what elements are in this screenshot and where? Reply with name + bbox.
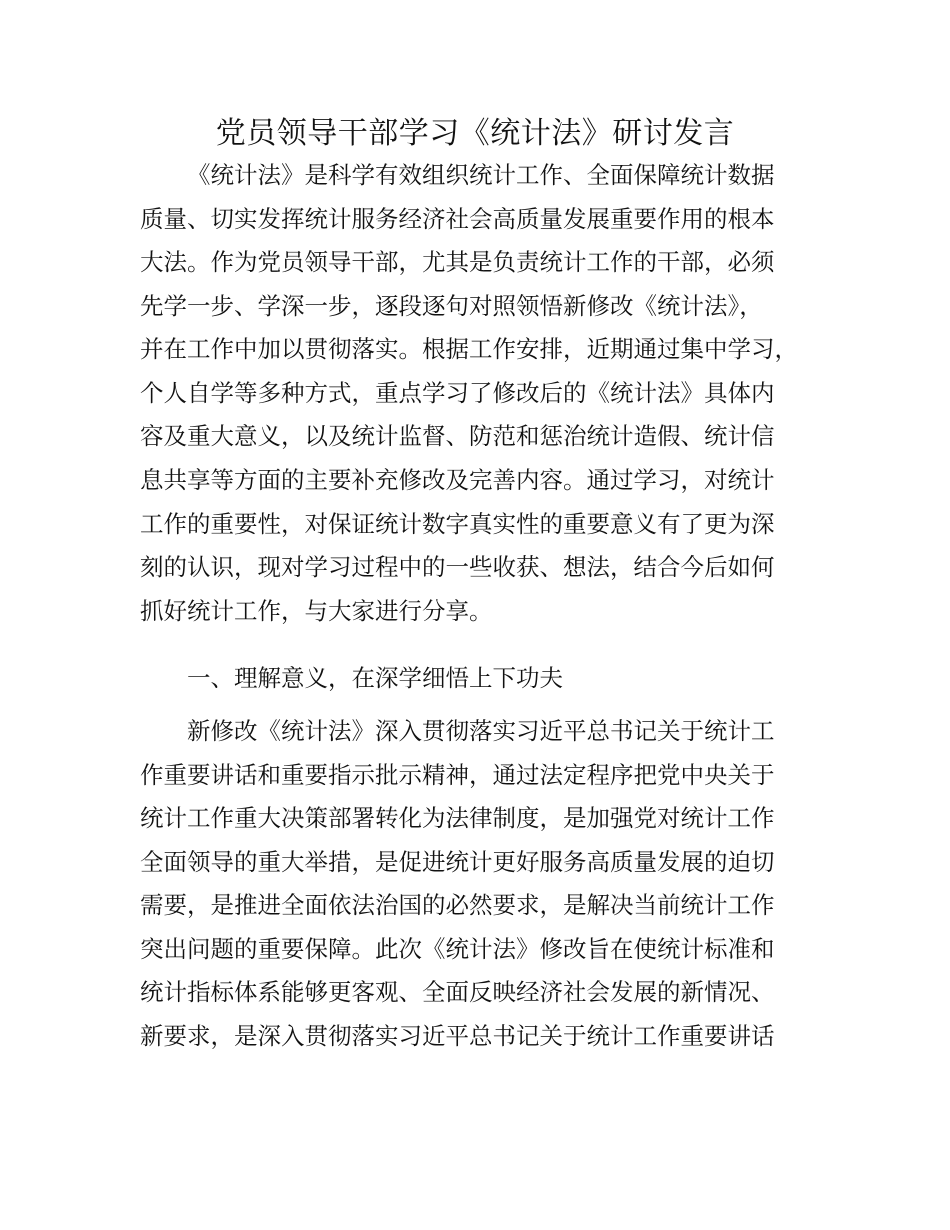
paragraph-line: 工作的重要性，对保证统计数字真实性的重要意义有了更为深 — [140, 510, 775, 538]
paragraph-line: 容及重大意义，以及统计监督、防范和惩治统计造假、统计信 — [140, 422, 775, 450]
document-title: 党员领导干部学习《统计法》研讨发言 — [215, 116, 735, 151]
paragraph-line: 统计工作重大决策部署转化为法律制度，是加强党对统计工作 — [140, 804, 775, 832]
paragraph-line: 新修改《统计法》深入贯彻落实习近平总书记关于统计工 — [187, 717, 775, 745]
paragraph-line: 先学一步、学深一步，逐段逐句对照领悟新修改《统计法》， — [140, 292, 763, 320]
paragraph-line: 息共享等方面的主要补充修改及完善内容。通过学习，对统计 — [140, 466, 775, 494]
paragraph-line: 《统计法》是科学有效组织统计工作、全面保障统计数据 — [187, 161, 775, 189]
paragraph-line: 需要，是推进全面依法治国的必然要求，是解决当前统计工作 — [140, 891, 775, 919]
paragraph-line: 新要求，是深入贯彻落实习近平总书记关于统计工作重要讲话 — [140, 1022, 775, 1050]
paragraph-line: 全面领导的重大举措，是促进统计更好服务高质量发展的迫切 — [140, 848, 775, 876]
paragraph-line: 抓好统计工作，与大家进行分享。 — [140, 597, 493, 625]
paragraph-line: 突出问题的重要保障。此次《统计法》修改旨在使统计标准和 — [140, 935, 775, 963]
section-heading: 一、理解意义，在深学细悟上下功夫 — [187, 664, 563, 692]
paragraph-line: 个人自学等多种方式，重点学习了修改后的《统计法》具体内 — [140, 379, 775, 407]
paragraph-line: 质量、切实发挥统计服务经济社会高质量发展重要作用的根本 — [140, 205, 775, 233]
paragraph-line: 大法。作为党员领导干部，尤其是负责统计工作的干部，必须 — [140, 248, 775, 276]
paragraph-line: 统计指标体系能够更客观、全面反映经济社会发展的新情况、 — [140, 978, 775, 1006]
paragraph-line: 作重要讲话和重要指示批示精神，通过法定程序把党中央关于 — [140, 761, 775, 789]
paragraph-line: 刻的认识，现对学习过程中的一些收获、想法，结合今后如何 — [140, 553, 775, 581]
paragraph-line: 并在工作中加以贯彻落实。根据工作安排，近期通过集中学习， — [140, 335, 798, 363]
